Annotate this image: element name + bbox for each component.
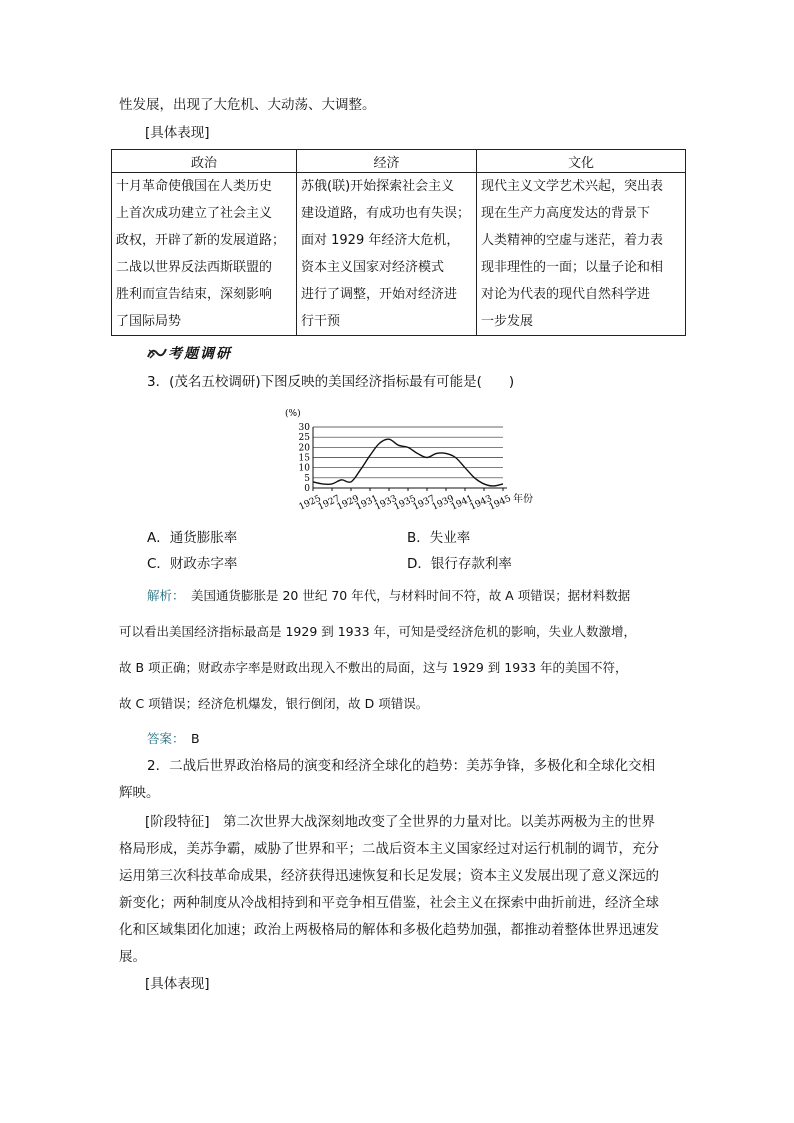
analysis-line: 故 C 项错误；经济危机爆发，银行倒闭，故 D 项错误。 (119, 696, 429, 711)
era-table (111, 149, 686, 336)
cell-line: 对论为代表的现代自然科学进 (481, 287, 651, 302)
y-tick-label: 10 (298, 463, 310, 474)
question-stem: 3．(茂名五校调研)下图反映的美国经济指标最有可能是( ) (147, 374, 515, 390)
x-axis-label: 年份 (513, 494, 533, 505)
answer-value: B (191, 731, 200, 746)
table-header-row (112, 150, 686, 173)
stage-line: 格局形成，美苏争霸，威胁了世界和平；二战后资本主义国家经过对运行机制的调节，充分 (119, 841, 659, 857)
cell-line: 行干预 (301, 314, 341, 329)
x-tick-label: 1939 (430, 493, 456, 513)
stage-line: [阶段特征] 第二次世界大战深刻地改变了全世界的力量对比。以美苏两极为主的世界 (145, 814, 656, 830)
y-tick-label: 5 (304, 473, 310, 484)
table-header: 文化 (477, 150, 686, 173)
x-tick-label: 1941 (449, 493, 475, 513)
x-tick-label: 1927 (316, 493, 342, 513)
cell-line: 上首次成功建立了社会主义 (116, 206, 273, 221)
stage-line: 新变化；两种制度从冷战相持到和平竞争相互借鉴，社会主义在探索中曲折前进，经济全球 (119, 895, 659, 911)
table-header: 政治 (112, 150, 297, 173)
cell-line: 现非理性的一面；以量子论和相 (481, 260, 664, 275)
intro-line: 性发展，出现了大危机、大动荡、大调整。 (119, 97, 376, 113)
x-tick-label: 1937 (411, 493, 437, 513)
analysis-line: 美国通货膨胀是 20 世纪 70 年代，与材料时间不符，故 A 项错误；据材料数据 (191, 588, 631, 603)
specific-label: [具体表现] (145, 976, 210, 992)
stage-line: 化和区域集团化加速；政治上两极格局的解体和多极化趋势加强，都推动着整体世界迅速发 (119, 922, 659, 938)
cell-line: 建设道路，有成功也有失误； (301, 206, 471, 221)
table-row (112, 173, 686, 336)
x-tick-label: 1929 (335, 493, 361, 513)
x-tick-label: 1935 (392, 493, 418, 513)
cell-line: 人类精神的空虚与迷茫，着力表 (481, 233, 664, 248)
x-tick-label: 1945 (487, 493, 513, 513)
point2-line: 辉映。 (119, 785, 160, 801)
stage-line: 运用第三次科技革命成果，经济获得迅速恢复和长足发展；资本主义发展出现了意义深远的 (119, 868, 659, 884)
cell-line: 了国际局势 (116, 314, 182, 329)
politics-cell (112, 173, 297, 336)
y-tick-label: 15 (298, 453, 310, 464)
y-tick-label: 30 (298, 423, 310, 433)
option-c: C．财政赤字率 (147, 556, 238, 572)
cell-line: 一步发展 (481, 314, 534, 329)
x-tick-label: 1931 (354, 493, 380, 513)
cell-line: 政权，开辟了新的发展道路； (116, 233, 286, 248)
option-b: B．失业率 (407, 530, 471, 546)
cell-line: 现在生产力高度发达的背景下 (481, 206, 651, 221)
stage-line: 展。 (119, 949, 146, 965)
answer-label: 答案： (147, 731, 185, 746)
analysis-label: 解析： (147, 588, 185, 603)
point2-line: 2．二战后世界政治格局的演变和经济全球化的趋势：美苏争锋，多极化和全球化交相 (147, 758, 656, 774)
y-axis-label: (%) (285, 409, 301, 419)
cell-line: 进行了调整，开始对经济进 (301, 287, 458, 302)
y-tick-label: 0 (304, 484, 310, 494)
cell-line: 二战以世界反法西斯联盟的 (116, 260, 273, 275)
x-tick-label: 1943 (468, 493, 494, 513)
y-tick-label: 25 (298, 433, 310, 444)
cell-line: 十月革命使俄国在人类历史 (116, 179, 273, 194)
y-tick-label: 20 (298, 443, 310, 454)
culture-cell (477, 173, 686, 336)
analysis-line: 可以看出美国经济指标最高是 1929 到 1933 年，可知是受经济危机的影响，失业人数激增， (119, 624, 637, 639)
cell-line: 面对 1929 年经济大危机， (301, 233, 460, 248)
series-line (313, 439, 503, 486)
option-d: D．银行存款利率 (407, 556, 512, 572)
cell-line: 现代主义文学艺术兴起，突出表 (481, 179, 664, 194)
cell-line: 胜利而宣告结束，深刻影响 (116, 287, 273, 302)
line-chart (285, 405, 545, 515)
section-ornament-icon (146, 345, 168, 361)
x-tick-label: 1933 (373, 493, 399, 513)
section-heading: 考题调研 (168, 346, 232, 362)
table-header: 经济 (297, 150, 477, 173)
option-a: A．通货膨胀率 (147, 530, 238, 546)
analysis-line: 故 B 项正确；财政赤字率是财政出现入不敷出的局面，这与 1929 到 1933 年的美国不符， (119, 660, 628, 675)
cell-line: 资本主义国家对经济模式 (301, 260, 445, 275)
cell-line: 苏俄(联)开始探索社会主义 (301, 179, 455, 194)
economy-cell (297, 173, 477, 336)
specific-label: [具体表现] (145, 125, 210, 141)
x-tick-label: 1925 (297, 493, 323, 513)
